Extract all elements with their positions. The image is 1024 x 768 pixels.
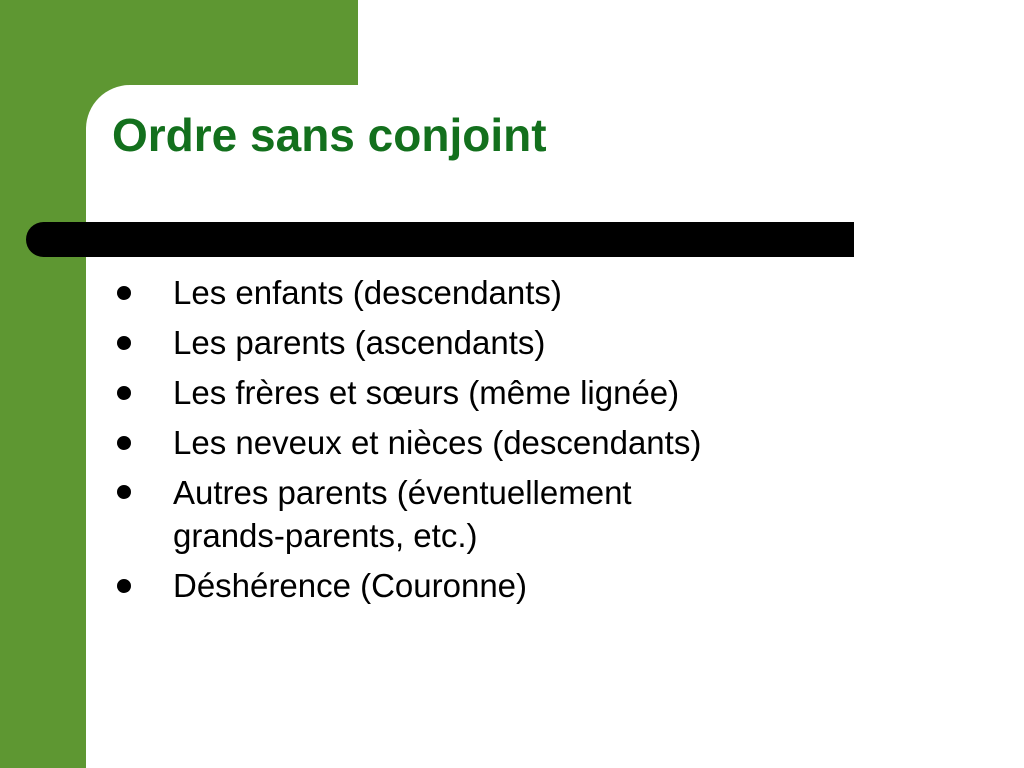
bullet-list [112, 268, 872, 611]
bullet-item-freres-soeurs [112, 368, 872, 418]
bullet-item-autres-parents [112, 468, 872, 561]
slide-title: Ordre sans conjoint [112, 109, 547, 161]
bullet-dot-icon [117, 579, 131, 593]
bullet-dot-icon [117, 336, 131, 350]
bullet-text: Les enfants (descendants) [173, 274, 562, 311]
title-divider-bar [26, 222, 854, 257]
bullet-text: Les neveux et nièces (descendants) [173, 424, 702, 461]
bullet-text: Les frères et sœurs (même lignée) [173, 374, 680, 411]
bullet-dot-icon [117, 436, 131, 450]
bullet-item-neveux-nieces [112, 418, 872, 468]
bullet-item-enfants [112, 268, 872, 318]
bullet-text: Les parents (ascendants) [173, 324, 546, 361]
bullet-text-line-2: grands-parents, etc.) [173, 517, 478, 554]
bullet-dot-icon [117, 286, 131, 300]
bullet-text: Déshérence (Couronne) [173, 567, 528, 604]
bullet-text-line-1: Autres parents (éventuellement [173, 474, 632, 511]
bullet-dot-icon [117, 386, 131, 400]
bullet-dot-icon [117, 485, 131, 499]
bullet-item-parents [112, 318, 872, 368]
bullet-item-desherence [112, 561, 872, 611]
